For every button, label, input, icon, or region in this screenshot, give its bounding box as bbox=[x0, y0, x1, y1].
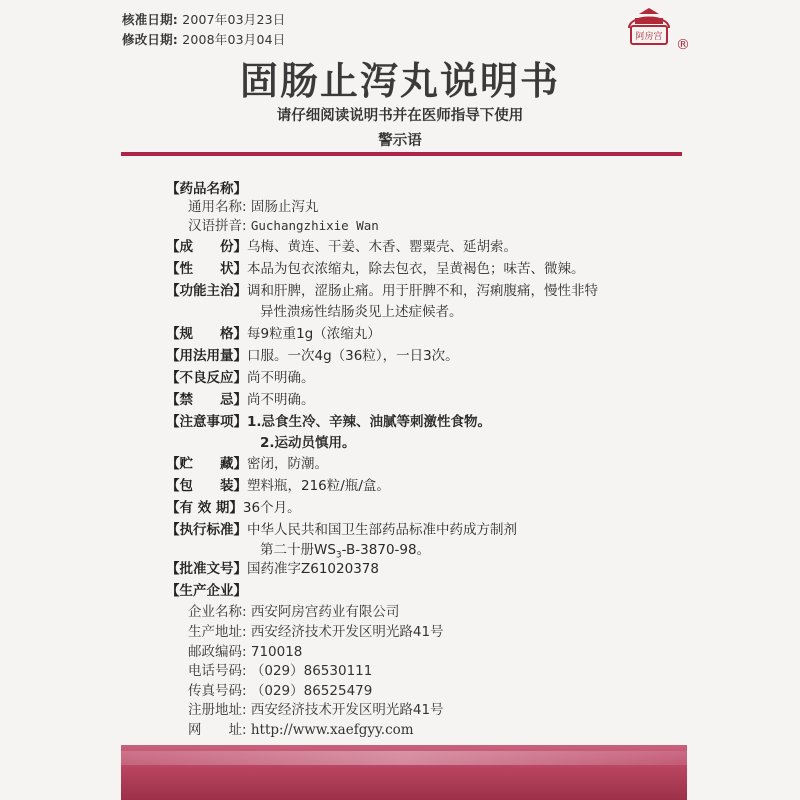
ingredients-row bbox=[166, 235, 517, 255]
company-name-value: 西安阿房宫药业有限公司 bbox=[250, 604, 400, 620]
website-label: 网 址: bbox=[188, 722, 247, 738]
revision-date-label: 修改日期: bbox=[122, 32, 178, 47]
validity-label: 【有 效 期】 bbox=[166, 500, 243, 516]
footer-band bbox=[121, 745, 687, 800]
approval-number-row bbox=[166, 557, 379, 577]
approval-number-label: 【批准文号】 bbox=[166, 561, 247, 577]
validity-value: 36个月。 bbox=[242, 500, 301, 516]
company-name-row bbox=[188, 600, 399, 620]
common-name-label: 通用名称: bbox=[188, 199, 247, 215]
production-address-label: 生产地址: bbox=[188, 624, 247, 640]
approval-date-value: 2007年03月23日 bbox=[182, 12, 286, 27]
character-value: 本品为包衣浓缩丸，除去包衣，呈黄褐色；味苦、微辣。 bbox=[247, 261, 585, 277]
zip-label: 邮政编码: bbox=[188, 644, 247, 660]
standard-label: 【执行标准】 bbox=[166, 522, 247, 538]
production-address-value: 西安经济技术开发区明光路41号 bbox=[250, 624, 444, 640]
contraindication-row bbox=[166, 388, 315, 408]
company-logo bbox=[625, 6, 673, 52]
spec-label: 【规 格】 bbox=[166, 326, 247, 342]
precautions-value-1: 1.忌食生冷、辛辣、油腻等刺激性食物。 bbox=[247, 414, 492, 430]
indication-row-cont bbox=[260, 300, 463, 320]
website-row bbox=[188, 718, 414, 738]
standard-row bbox=[166, 518, 517, 538]
precautions-row bbox=[166, 410, 491, 430]
registered-address-row bbox=[188, 698, 444, 718]
adverse-label: 【不良反应】 bbox=[166, 370, 247, 386]
revision-date-value: 2008年03月04日 bbox=[182, 32, 286, 47]
indication-value-1: 调和肝脾，涩肠止痛。用于肝脾不和，泻痢腹痛，慢性非特 bbox=[247, 283, 598, 299]
package-row bbox=[166, 474, 390, 494]
drug-name-heading: 【药品名称】 bbox=[166, 181, 247, 197]
pinyin-value: Guchangzhixie Wan bbox=[250, 218, 379, 233]
standard-value-2-prefix: 第二十册WS bbox=[260, 542, 336, 558]
registered-address-value: 西安经济技术开发区明光路41号 bbox=[250, 702, 444, 718]
adverse-row bbox=[166, 366, 315, 386]
package-label: 【包 装】 bbox=[166, 478, 247, 494]
fax-label: 传真号码: bbox=[188, 683, 247, 699]
usage-row bbox=[166, 344, 459, 364]
storage-row bbox=[166, 452, 328, 472]
indication-label: 【功能主治】 bbox=[166, 283, 247, 299]
company-name-label: 企业名称: bbox=[188, 604, 247, 620]
indication-row bbox=[166, 279, 598, 299]
header-divider bbox=[121, 152, 682, 156]
approval-number-value: 国药准字Z61020378 bbox=[247, 561, 379, 577]
standard-value-1: 中华人民共和国卫生部药品标准中药成方制剂 bbox=[247, 522, 517, 538]
zip-value: 710018 bbox=[250, 644, 303, 660]
approval-date-line bbox=[122, 10, 286, 28]
manufacturer-heading: 【生产企业】 bbox=[166, 583, 247, 599]
warning-heading: 警示语 bbox=[378, 133, 422, 149]
precautions-value-2: 2.运动员慎用。 bbox=[260, 435, 356, 451]
registered-address-label: 注册地址: bbox=[188, 702, 247, 718]
standard-value-2-suffix: -B-3870-98。 bbox=[341, 542, 431, 558]
pinyin-label: 汉语拼音: bbox=[188, 218, 247, 234]
ingredients-value: 乌梅、黄连、干姜、木香、罂粟壳、延胡索。 bbox=[247, 239, 517, 255]
package-value: 塑料瓶，216粒/瓶/盒。 bbox=[247, 478, 390, 494]
revision-date-line bbox=[122, 30, 286, 48]
adverse-value: 尚不明确。 bbox=[247, 370, 315, 386]
website-link[interactable]: http://www.xaefgyy.com bbox=[250, 722, 414, 738]
standard-value-2-sub: 3 bbox=[335, 550, 342, 561]
zip-row bbox=[188, 640, 302, 660]
ingredients-label: 【成 份】 bbox=[166, 239, 247, 255]
phone-value: （029）86530111 bbox=[250, 663, 373, 679]
spec-row bbox=[166, 322, 381, 342]
fax-value: （029）86525479 bbox=[250, 683, 373, 699]
footer-band-shine bbox=[121, 751, 687, 765]
registered-mark: ® bbox=[676, 37, 690, 53]
storage-value: 密闭，防潮。 bbox=[247, 456, 328, 472]
precautions-row-cont bbox=[260, 431, 356, 451]
phone-row bbox=[188, 659, 372, 679]
approval-date-label: 核准日期: bbox=[122, 12, 178, 27]
spec-value: 每9粒重1g（浓缩丸） bbox=[247, 326, 381, 342]
contraindication-label: 【禁 忌】 bbox=[166, 392, 247, 408]
usage-instruction: 请仔细阅读说明书并在医师指导下使用 bbox=[276, 108, 524, 124]
production-address-row bbox=[188, 620, 444, 640]
common-name-row bbox=[188, 195, 318, 215]
phone-label: 电话号码: bbox=[188, 663, 247, 679]
precautions-label: 【注意事项】 bbox=[166, 414, 247, 430]
validity-row bbox=[166, 496, 301, 516]
document-title: 固肠止泻丸说明书 bbox=[239, 58, 560, 103]
fax-row bbox=[188, 679, 372, 699]
usage-label: 【用法用量】 bbox=[166, 348, 247, 364]
storage-label: 【贮 藏】 bbox=[166, 456, 247, 472]
logo-text: 阿房宫 bbox=[635, 32, 663, 42]
character-row bbox=[166, 257, 585, 277]
pinyin-row bbox=[188, 214, 379, 234]
indication-value-2: 异性溃疡性结肠炎见上述症候者。 bbox=[260, 304, 463, 320]
contraindication-value: 尚不明确。 bbox=[247, 392, 315, 408]
character-label: 【性 状】 bbox=[166, 261, 247, 277]
common-name-value: 固肠止泻丸 bbox=[250, 199, 319, 215]
usage-value: 口服。一次4g（36粒），一日3次。 bbox=[247, 348, 459, 364]
